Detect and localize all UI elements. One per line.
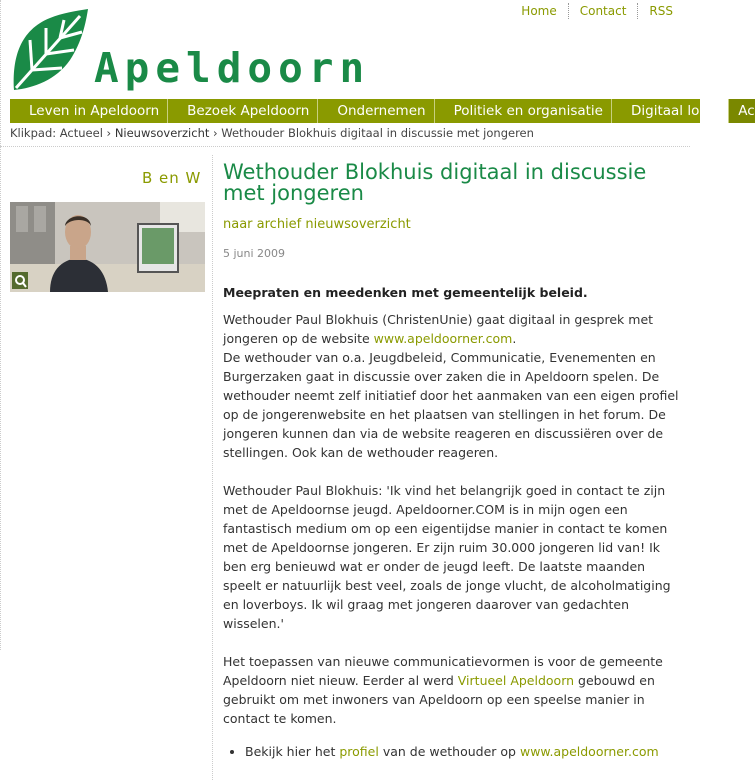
apeldoorner-link-2[interactable]: www.apeldoorner.com [519,744,659,759]
contact-link[interactable]: Contact [568,3,638,19]
breadcrumb-prefix: Klikpad: Actueel › [10,126,112,140]
paragraph-1-text: Wethouder Paul Blokhuis (ChristenUnie) gaat digitaal in gesprek met jongeren op de website [223,312,654,346]
bullet-text: Bekijk hier het [245,744,340,759]
paragraph-1-end: . [512,331,517,346]
left-border [0,0,1,650]
paragraph-2: Wethouder Paul Blokhuis: 'Ik vind het belangrijk goed in contact te zijn met de Apeldoornse jeugd. Apeldoorner.COM is in mijn ogen een fantastisch medium om op een eigentijdse manier in contact te komen met de Apeldoornse jongeren. Er zijn ruim 30.000 jongeren lid van! Ik ben erg benieuwd wat er onder de jeugd leeft. De laatste maanden speelt er natuurlijk best veel, zoals de jonge vlucht, de alcoholmatiging en loverboys. Ik wil graag met jongeren daarover van gedachten wisselen.' [223,483,671,631]
nav-ondernemen[interactable]: Ondernemen [318,99,434,123]
article-title: Wethouder Blokhuis digitaal in discussie met jongeren [223,160,647,205]
article-lead: Meepraten en meedenken met gemeentelijk beleid. [223,285,588,300]
archive-link[interactable]: naar archief nieuwsoverzicht [223,217,411,232]
paragraph-1 [223,310,685,462]
apeldoorner-link[interactable]: www.apeldoorner.com [373,331,513,346]
rss-link[interactable]: RSS [637,3,684,19]
article [223,162,685,761]
bullet-text-2: van de wethouder op [378,744,520,759]
breadcrumb-current: › Wethouder Blokhuis digitaal in discussie met jongeren [213,126,534,140]
main-nav [10,99,755,123]
article-date: 5 juni 2009 [223,247,286,260]
nav-politiek[interactable]: Politiek en organisatie [435,99,612,123]
breadcrumb-link-nieuwsoverzicht[interactable]: Nieuwsoverzicht [114,126,210,140]
divider [0,146,690,147]
nav-actueel[interactable]: Ac [729,99,754,123]
list-item [245,742,685,761]
sidebar-heading: B en W [142,169,202,187]
top-links [510,3,684,19]
paragraph-3-end: gebouwd en gebruikt om met inwoners van Apeldoorn op een speelse manier in contact te komen. [223,673,655,726]
logo-text[interactable]: Apeldoorn [94,44,371,92]
leaf-logo-icon[interactable] [10,8,90,92]
paragraph-1-cont: De wethouder van o.a. Jeugdbeleid, Communicatie, Evenementen en Burgerzaken gaat in discussie over zaken die in Apeldoorn spelen. De wethouder neemt zelf initiatief door het aanmaken van een eigen profiel op de jongerenwebsite en het plaatsen van stellingen in het forum. De jongeren kunnen dan via de website reageren en discussiëren over de stellingen. Ook kan de wethouder reageren. [223,350,679,460]
nav-leven[interactable]: Leven in Apeldoorn [10,99,168,123]
nav-bezoek[interactable]: Bezoek Apeldoorn [168,99,318,123]
profiel-link[interactable]: profiel [339,744,379,759]
home-link[interactable]: Home [521,4,557,18]
breadcrumb [10,126,534,140]
column-divider [212,155,213,780]
nav-digitaal-loket[interactable]: Digitaal loket [612,99,729,123]
virtueel-apeldoorn-link[interactable]: Virtueel Apeldoorn [457,673,579,688]
paragraph-3-text: Het toepassen van nieuwe communicatievormen is voor de gemeente Apeldoorn niet nieuw. Eerder al werd [223,654,663,688]
link-list [223,742,685,761]
wethouder-photo[interactable] [10,202,205,292]
paragraph-3 [223,652,685,728]
